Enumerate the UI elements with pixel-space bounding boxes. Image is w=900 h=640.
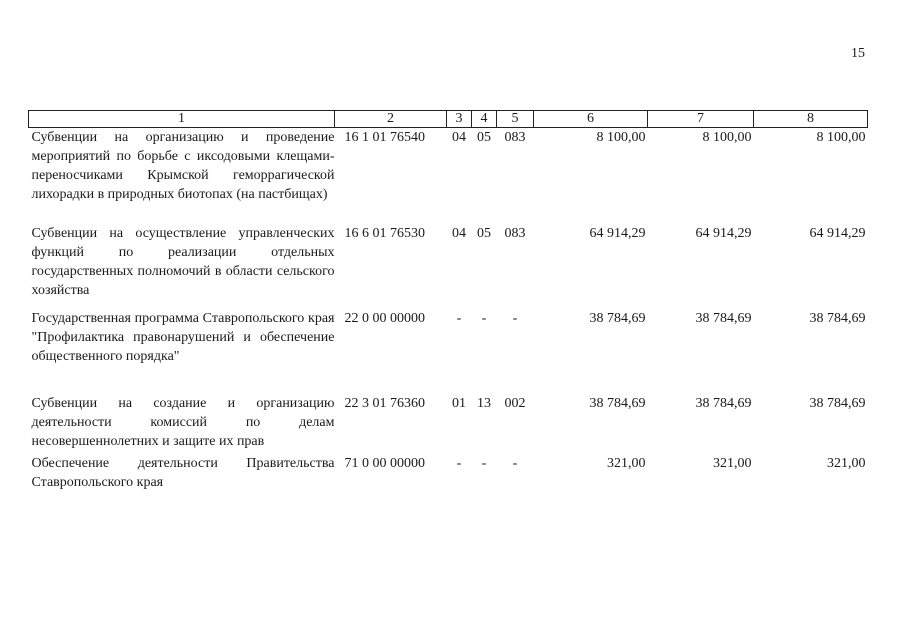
row-amount-8: 38 784,69: [809, 396, 866, 411]
table-row: [29, 309, 868, 394]
row-amount-7: 321,00: [713, 456, 752, 471]
row-code: 16 6 01 76530: [344, 226, 425, 241]
row-section: -: [456, 311, 462, 326]
row-expense-type: 002: [504, 396, 526, 411]
row-amount-6: 321,00: [607, 456, 646, 471]
row-expense-type: -: [512, 456, 518, 471]
budget-table: [28, 110, 868, 494]
row-section: 01: [452, 396, 466, 411]
table-row: [29, 454, 868, 494]
table-row: [29, 224, 868, 309]
row-amount-6: 64 914,29: [589, 226, 646, 241]
row-expense-type: -: [512, 311, 518, 326]
row-name: Государственная программа Ставропольского края "Профилактика правонарушений и обеспечение общественного порядка": [31, 311, 335, 364]
row-expense-type: 083: [504, 226, 526, 241]
row-name: Субвенции на осуществление управленческих функций по реализации отдельных государственных полномочий в области сельского хозяйства: [31, 226, 335, 298]
row-name: Обеспечение деятельности Правительства Ставропольского края: [31, 456, 335, 490]
row-code: 71 0 00 00000: [344, 456, 425, 471]
column-header-8: 8: [754, 111, 868, 128]
table-row: [29, 394, 868, 454]
row-section: -: [456, 456, 462, 471]
row-amount-6: 38 784,69: [589, 311, 646, 326]
row-amount-8: 8 100,00: [816, 130, 866, 145]
row-name: Субвенции на создание и организацию деятельности комиссий по делам несовершеннолетних и защите их прав: [31, 396, 335, 449]
row-amount-8: 38 784,69: [809, 311, 866, 326]
row-subsection: -: [481, 456, 487, 471]
row-subsection: -: [481, 311, 487, 326]
row-code: 16 1 01 76540: [344, 130, 425, 145]
column-header-4: 4: [472, 111, 497, 128]
row-amount-6: 8 100,00: [596, 130, 646, 145]
row-amount-7: 64 914,29: [695, 226, 752, 241]
row-code: 22 0 00 00000: [344, 311, 425, 326]
row-amount-8: 64 914,29: [809, 226, 866, 241]
row-expense-type: 083: [504, 130, 526, 145]
row-name: Субвенции на организацию и проведение мероприятий по борьбе с иксодовыми клещами-переносчиками Крымской геморрагической лихорадки в природных биотопах (на пастбищах): [31, 130, 335, 202]
column-header-5: 5: [497, 111, 534, 128]
row-amount-7: 38 784,69: [695, 396, 752, 411]
column-header-6: 6: [534, 111, 648, 128]
row-subsection: 05: [477, 130, 491, 145]
row-code: 22 3 01 76360: [344, 396, 425, 411]
row-subsection: 05: [477, 226, 491, 241]
table-row: [29, 128, 868, 225]
column-header-3: 3: [447, 111, 472, 128]
column-header-7: 7: [648, 111, 754, 128]
column-header-2: 2: [335, 111, 447, 128]
row-amount-7: 38 784,69: [695, 311, 752, 326]
header-row: [29, 111, 868, 128]
row-subsection: 13: [477, 396, 491, 411]
row-amount-8: 321,00: [827, 456, 866, 471]
row-section: 04: [452, 226, 466, 241]
page-number: 15: [851, 46, 865, 61]
row-section: 04: [452, 130, 466, 145]
column-header-1: 1: [29, 111, 335, 128]
row-amount-6: 38 784,69: [589, 396, 646, 411]
row-amount-7: 8 100,00: [702, 130, 752, 145]
